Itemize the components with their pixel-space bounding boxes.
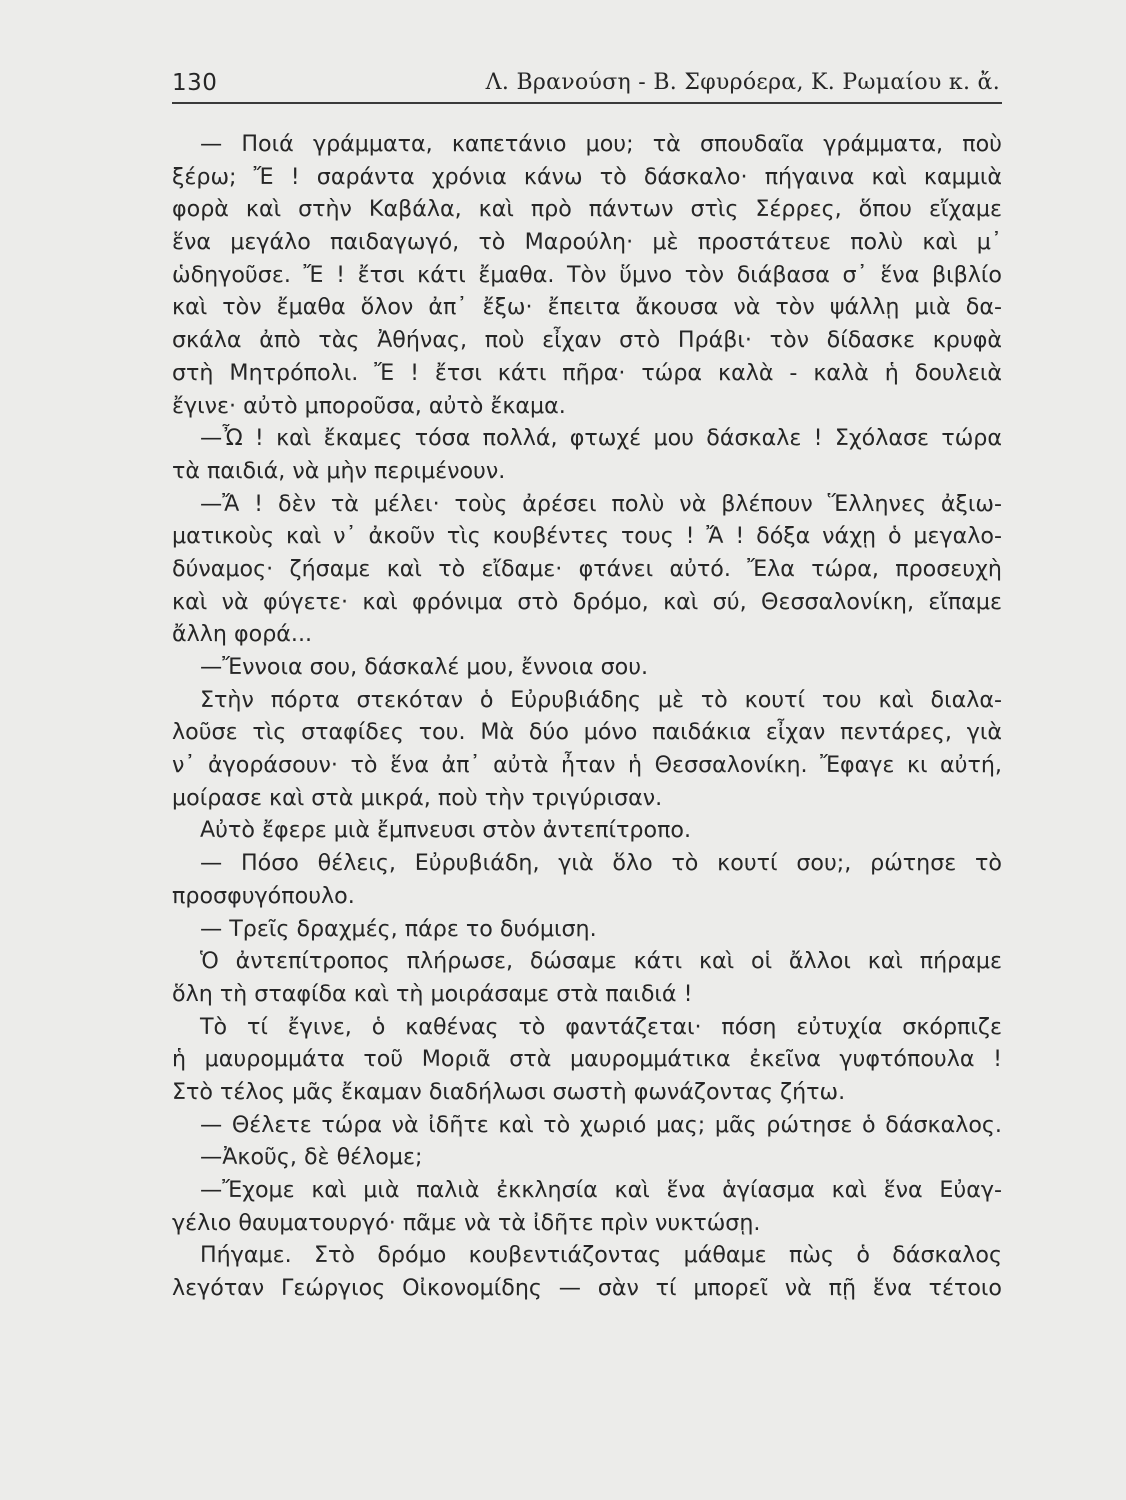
text-line: λοῦσε τὶς σταφίδες του. Μὰ δύο μόνο παιδάκια εἶχαν πεντάρες, γιὰ (172, 719, 1002, 746)
text-line: — Θέλετε τώρα νὰ ἰδῆτε καὶ τὸ χωριό μας; μᾶς ρώτησε ὁ δάσκαλος. (200, 1111, 1002, 1138)
text-line: Στὸ τέλος μᾶς ἔκαμαν διαδήλωσι σωστὴ φωνάζοντας ζήτω. (172, 1078, 846, 1105)
text-line: ὅλη τὴ σταφίδα καὶ τὴ μοιράσαμε στὰ παιδιά ! (172, 980, 693, 1007)
text-line: — Τρεῖς δραχμές, πάρε το δυόμιση. (200, 915, 597, 942)
text-line: μοίρασε καὶ στὰ μικρά, ποὺ τὴν τριγύρισαν. (172, 784, 663, 811)
text-line: ἄλλη φορά... (172, 621, 313, 648)
text-line: Τὸ τί ἔγινε, ὁ καθένας τὸ φαντάζεται· πόση εὐτυχία σκόρπιζε (200, 1013, 1002, 1040)
running-head: Λ. Βρανούση - Β. Σφυρόερα, Κ. Ρωμαίου κ. ἄ. (485, 70, 1000, 95)
page-number: 130 (172, 70, 218, 96)
text-line: προσφυγόπουλο. (172, 882, 355, 909)
text-line: ματικοὺς καὶ ν᾽ ἀκοῦν τὶς κουβέντες τους ! Ἄ ! δόξα νάχῃ ὁ μεγαλο- (172, 523, 1002, 550)
text-line: —Ἔννοια σου, δάσκαλέ μου, ἔννοια σου. (200, 654, 649, 680)
text-line: γέλιο θαυματουργό· πᾶμε νὰ τὰ ἰδῆτε πρὶν νυκτώσῃ. (172, 1209, 761, 1236)
text-line: ἔγινε· αὐτὸ μποροῦσα, αὐτὸ ἔκαμα. (172, 392, 566, 419)
body-text (172, 128, 1002, 1305)
text-line: ν᾽ ἀγοράσουν· τὸ ἕνα ἀπ᾽ αὐτὰ ἦταν ἡ Θεσσαλονίκη. Ἔφαγε κι αὐτή, (172, 752, 1002, 779)
text-line: καὶ τὸν ἔμαθα ὅλον ἀπ᾽ ἔξω· ἔπειτα ἄκουσα νὰ τὸν ψάλλῃ μιὰ δα- (172, 294, 1002, 321)
text-line: καὶ νὰ φύγετε· καὶ φρόνιμα στὸ δρόμο, καὶ σύ, Θεσσαλονίκη, εἴπαμε (172, 588, 1002, 615)
text-line: φορὰ καὶ στὴν Καβάλα, καὶ πρὸ πάντων στὶς Σέρρες, ὅπου εἴχαμε (172, 196, 1002, 223)
text-line: τὰ παιδιά, νὰ μὴν περιμένουν. (172, 457, 506, 484)
text-line: Ὁ ἀντεπίτροπος πλήρωσε, δώσαμε κάτι καὶ οἱ ἄλλοι καὶ πήραμε (200, 948, 1002, 975)
text-line: σκάλα ἀπὸ τὰς Ἀθήνας, ποὺ εἶχαν στὸ Πράβι· τὸν δίδασκε κρυφὰ (172, 327, 1002, 354)
text-line: ὡδηγοῦσε. Ἔ ! ἔτσι κάτι ἔμαθα. Τὸν ὕμνο τὸν διάβασα σ᾽ ἕνα βιβλίο (172, 261, 1002, 288)
text-line: —Ἀκοῦς, δὲ θέλομε; (200, 1144, 423, 1171)
text-line: δύναμος· ζήσαμε καὶ τὸ εἴδαμε· φτάνει αὐτό. Ἔλα τώρα, προσευχὴ (172, 555, 1002, 582)
text-line: Πήγαμε. Στὸ δρόμο κουβεντιάζοντας μάθαμε πὼς ὁ δάσκαλος (200, 1242, 1002, 1269)
text-line: — Πόσο θέλεις, Εὐρυβιάδη, γιὰ ὅλο τὸ κουτί σου;, ρώτησε τὸ (200, 850, 1002, 877)
text-line: — Ποιά γράμματα, καπετάνιο μου; τὰ σπουδαῖα γράμματα, ποὺ (200, 131, 1002, 157)
page-header (172, 66, 1002, 104)
text-line: —Ὦ ! καὶ ἔκαμες τόσα πολλά, φτωχέ μου δάσκαλε ! Σχόλασε τώρα (200, 425, 1002, 452)
text-line: στὴ Μητρόπολι. Ἔ ! ἔτσι κάτι πῆρα· τώρα καλὰ - καλὰ ἡ δουλειὰ (172, 359, 1002, 386)
text-line: Στὴν πόρτα στεκόταν ὁ Εὐρυβιάδης μὲ τὸ κουτί του καὶ διαλα- (200, 686, 1002, 713)
text-line: λεγόταν Γεώργιος Οἰκονομίδης — σὰν τί μπορεῖ νὰ πῇ ἕνα τέτοιο (172, 1275, 1002, 1302)
text-line: Αὐτὸ ἔφερε μιὰ ἔμπνευσι στὸν ἀντεπίτροπο. (200, 817, 692, 844)
text-line: —Ἔχομε καὶ μιὰ παλιὰ ἐκκλησία καὶ ἕνα ἁγίασμα καὶ ἕνα Εὐαγ- (200, 1177, 1002, 1203)
text-line: ἕνα μεγάλο παιδαγωγό, τὸ Μαρούλη· μὲ προστάτευε πολὺ καὶ μ᾽ (172, 229, 1002, 256)
text-line: ξέρω; Ἔ ! σαράντα χρόνια κάνω τὸ δάσκαλο· πήγαινα καὶ καμμιὰ (172, 163, 1002, 190)
text-line: ἡ μαυρομμάτα τοῦ Μοριᾶ στὰ μαυρομμάτικα ἐκεῖνα γυφτόπουλα ! (172, 1046, 1002, 1073)
text-line: —Ἄ ! δὲν τὰ μέλει· τοὺς ἀρέσει πολὺ νὰ βλέπουν Ἕλληνες ἀξιω- (200, 490, 1002, 517)
